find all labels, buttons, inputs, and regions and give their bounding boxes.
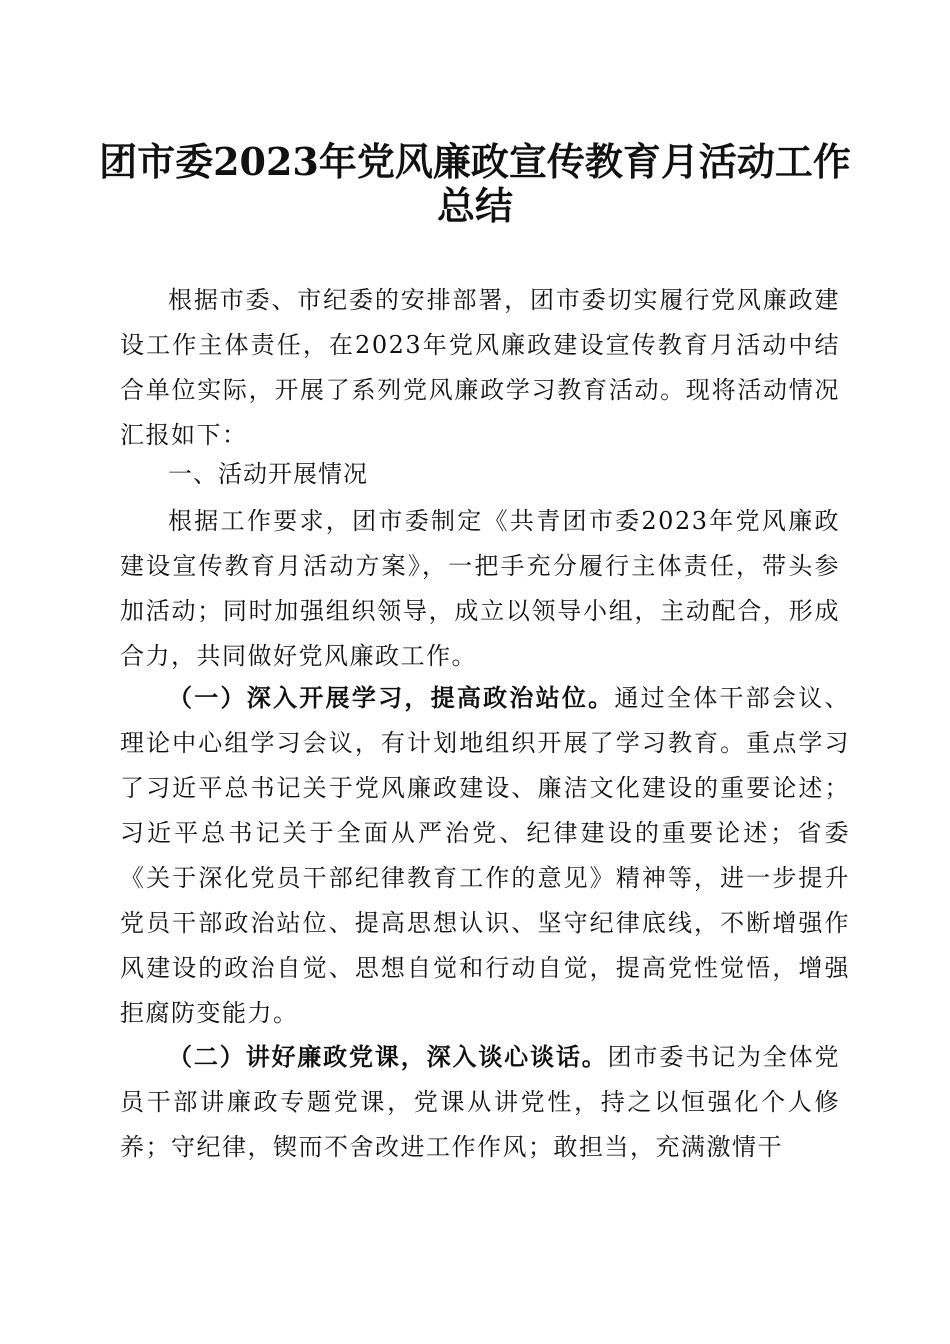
item-body-study: 通过全体干部会议、理论中心组学习会议，有计划地组织开展了学习教育。重点学习了习近平总书记关于党风廉政建设、廉洁文化建设的重要论述；习近平总书记关于全面从严治党、纪律建设的重要论述；省委《关于深化党员干部纪律教育工作的意见》精神等，进一步提升党员干部政治站位、提高思想认识、坚守纪律底线，不断增强作风建设的政治自觉、思想自觉和行动自觉，提高党性觉悟，增强拒腐防变能力。 [120, 684, 851, 1027]
item-paragraph-study [120, 675, 850, 1036]
item-lead-party-lesson: （二）讲好廉政党课，深入谈心谈话。 [168, 1042, 608, 1071]
item-lead-study: （一）深入开展学习，提高政治站位。 [168, 683, 615, 712]
item-paragraph-party-lesson [120, 1034, 840, 1170]
section-heading-activities: 一、活动开展情况 [168, 460, 368, 488]
intro-paragraph: 根据市委、市纪委的安排部署，团市委切实履行党风廉政建设工作主体责任，在2023年党风廉政建设宣传教育月活动中结合单位实际，开展了系列党风廉政学习教育活动。现将活动情况汇报如下： [120, 286, 840, 449]
document-title-line-1: 团市委2023年党风廉政宣传教育月活动工作 [99, 139, 851, 184]
item-body-party-lesson: 团市委书记为全体党员干部讲廉政专题党课，党课从讲党性，持之以恒强化个人修养；守纪律，锲而不舍改进工作作风；敢担当，充满激情干 [120, 1043, 841, 1161]
section-paragraph-overview: 根据工作要求，团市委制定《共青团市委2023年党风廉政建设宣传教育月活动方案》，一把手充分履行主体责任，带头参加活动；同时加强组织领导，成立以领导小组，主动配合，形成合力，共同做好党风廉政工作。 [120, 507, 840, 670]
document-title-line-2: 总结 [436, 183, 513, 228]
